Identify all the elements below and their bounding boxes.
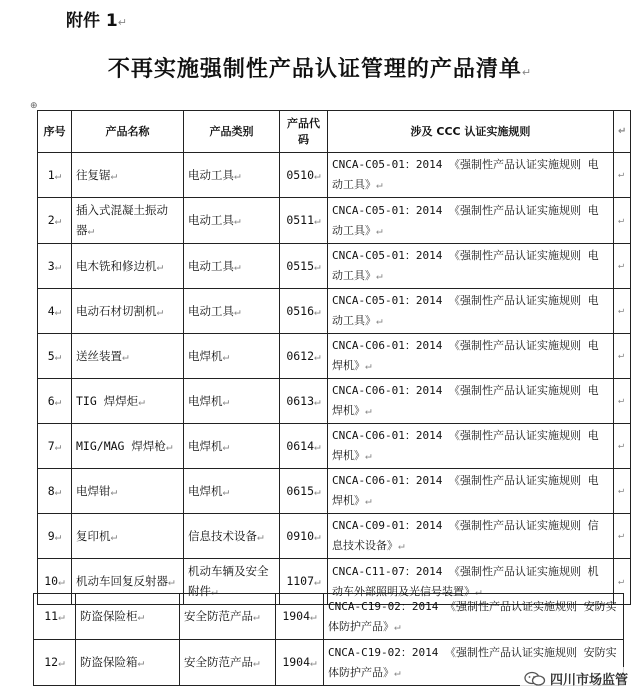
row-end-mark: ↵ xyxy=(614,289,631,334)
cell-rule: CNCA-C11-07：2014 《强制性产品认证实施规则 机动车外部照明及光信号装置》↵ xyxy=(328,559,614,605)
cell-rule: CNCA-C06-01：2014 《强制性产品认证实施规则 电焊机》↵ xyxy=(328,379,614,424)
table-row xyxy=(38,469,631,514)
cell-category: 电焊机↵ xyxy=(184,424,280,469)
row-end-mark: ↵ xyxy=(614,198,631,244)
row-end-mark: ↵ xyxy=(614,334,631,379)
col-header-rule: 涉及 CCC 认证实施规则 xyxy=(328,111,614,153)
cell-rule: CNCA-C05-01：2014 《强制性产品认证实施规则 电动工具》↵ xyxy=(328,153,614,198)
row-end-mark: ↵ xyxy=(614,424,631,469)
cell-rule: CNCA-C06-01：2014 《强制性产品认证实施规则 电焊机》↵ xyxy=(328,424,614,469)
cell-product-name: 防盗保险箱↵ xyxy=(76,640,180,686)
cell-code: 0910↵ xyxy=(280,514,328,559)
cell-product-name: 机动车回复反射器↵ xyxy=(72,559,184,605)
cell-code: 1107↵ xyxy=(280,559,328,605)
col-header-code: 产品代码 xyxy=(280,111,328,153)
cell-category: 信息技术设备↵ xyxy=(184,514,280,559)
cell-rule: CNCA-C05-01：2014 《强制性产品认证实施规则 电动工具》↵ xyxy=(328,198,614,244)
cell-product-name: 往复锯↵ xyxy=(72,153,184,198)
cell-rule: CNCA-C19-02：2014 《强制性产品认证实施规则 安防实体防护产品》↵ xyxy=(324,640,624,686)
cell-code: 1904↵ xyxy=(276,594,324,640)
row-end-mark: ↵ xyxy=(614,514,631,559)
row-end-mark: ↵ xyxy=(614,153,631,198)
table-anchor-icon: ⊕ xyxy=(30,101,38,111)
product-table xyxy=(37,110,631,605)
cell-rule: CNCA-C06-01：2014 《强制性产品认证实施规则 电焊机》↵ xyxy=(328,334,614,379)
cell-no: 10↵ xyxy=(38,559,72,605)
cell-category: 电焊机↵ xyxy=(184,469,280,514)
cell-no: 3↵ xyxy=(38,244,72,289)
cell-no: 9↵ xyxy=(38,514,72,559)
cell-rule: CNCA-C06-01：2014 《强制性产品认证实施规则 电焊机》↵ xyxy=(328,469,614,514)
row-end-mark: ↵ xyxy=(614,469,631,514)
watermark: 四川市场监管 xyxy=(520,667,632,690)
cell-product-name: 插入式混凝土振动器↵ xyxy=(72,198,184,244)
cell-category: 电动工具↵ xyxy=(184,153,280,198)
table-row xyxy=(38,198,631,244)
cell-no: 12↵ xyxy=(34,640,76,686)
cell-no: 8↵ xyxy=(38,469,72,514)
cell-code: 0511↵ xyxy=(280,198,328,244)
cell-category: 电焊机↵ xyxy=(184,334,280,379)
row-end-mark: ↵ xyxy=(614,111,631,153)
cell-category: 电动工具↵ xyxy=(184,244,280,289)
cell-product-name: MIG/MAG 焊焊枪↵ xyxy=(72,424,184,469)
cell-product-name: 电木铣和修边机↵ xyxy=(72,244,184,289)
cell-product-name: 防盗保险柜↵ xyxy=(76,594,180,640)
page-title: 不再实施强制性产品认证管理的产品清单↵ xyxy=(107,57,533,82)
cell-product-name: 电动石材切割机↵ xyxy=(72,289,184,334)
wechat-icon xyxy=(524,671,546,687)
cell-code: 0510↵ xyxy=(280,153,328,198)
cell-category: 安全防范产品↵ xyxy=(180,594,276,640)
cell-no: 1↵ xyxy=(38,153,72,198)
cell-code: 0615↵ xyxy=(280,469,328,514)
cell-code: 0516↵ xyxy=(280,289,328,334)
col-header-category: 产品类别 xyxy=(184,111,280,153)
cell-rule: CNCA-C19-02：2014 《强制性产品认证实施规则 安防实体防护产品》↵ xyxy=(324,594,624,640)
cell-no: 4↵ xyxy=(38,289,72,334)
cell-no: 11↵ xyxy=(34,594,76,640)
cell-code: 0515↵ xyxy=(280,244,328,289)
table-row xyxy=(38,334,631,379)
cell-category: 机动车辆及安全附件↵ xyxy=(184,559,280,605)
cell-category: 安全防范产品↵ xyxy=(180,640,276,686)
cell-rule: CNCA-C05-01：2014 《强制性产品认证实施规则 电动工具》↵ xyxy=(328,244,614,289)
col-header-no: 序号 xyxy=(38,111,72,153)
table-row xyxy=(38,153,631,198)
table-row xyxy=(38,379,631,424)
cell-code: 1904↵ xyxy=(276,640,324,686)
cell-no: 6↵ xyxy=(38,379,72,424)
table-row xyxy=(38,514,631,559)
attachment-label: 附件 1↵ xyxy=(66,11,127,31)
cell-category: 电动工具↵ xyxy=(184,198,280,244)
cell-product-name: TIG 焊焊炬↵ xyxy=(72,379,184,424)
row-end-mark: ↵ xyxy=(614,244,631,289)
cell-rule: CNCA-C05-01：2014 《强制性产品认证实施规则 电动工具》↵ xyxy=(328,289,614,334)
cell-product-name: 送丝装置↵ xyxy=(72,334,184,379)
cell-category: 电焊机↵ xyxy=(184,379,280,424)
cell-product-name: 电焊钳↵ xyxy=(72,469,184,514)
cell-no: 7↵ xyxy=(38,424,72,469)
cell-product-name: 复印机↵ xyxy=(72,514,184,559)
cell-category: 电动工具↵ xyxy=(184,289,280,334)
cell-no: 2↵ xyxy=(38,198,72,244)
cell-code: 0612↵ xyxy=(280,334,328,379)
cell-code: 0614↵ xyxy=(280,424,328,469)
col-header-name: 产品名称 xyxy=(72,111,184,153)
row-end-mark: ↵ xyxy=(614,559,631,605)
table-row xyxy=(38,289,631,334)
table-row xyxy=(38,424,631,469)
row-end-mark: ↵ xyxy=(614,379,631,424)
cell-no: 5↵ xyxy=(38,334,72,379)
table-row xyxy=(34,594,624,640)
cell-code: 0613↵ xyxy=(280,379,328,424)
table-row xyxy=(38,244,631,289)
table-header-row xyxy=(38,111,631,153)
cell-rule: CNCA-C09-01：2014 《强制性产品认证实施规则 信息技术设备》↵ xyxy=(328,514,614,559)
